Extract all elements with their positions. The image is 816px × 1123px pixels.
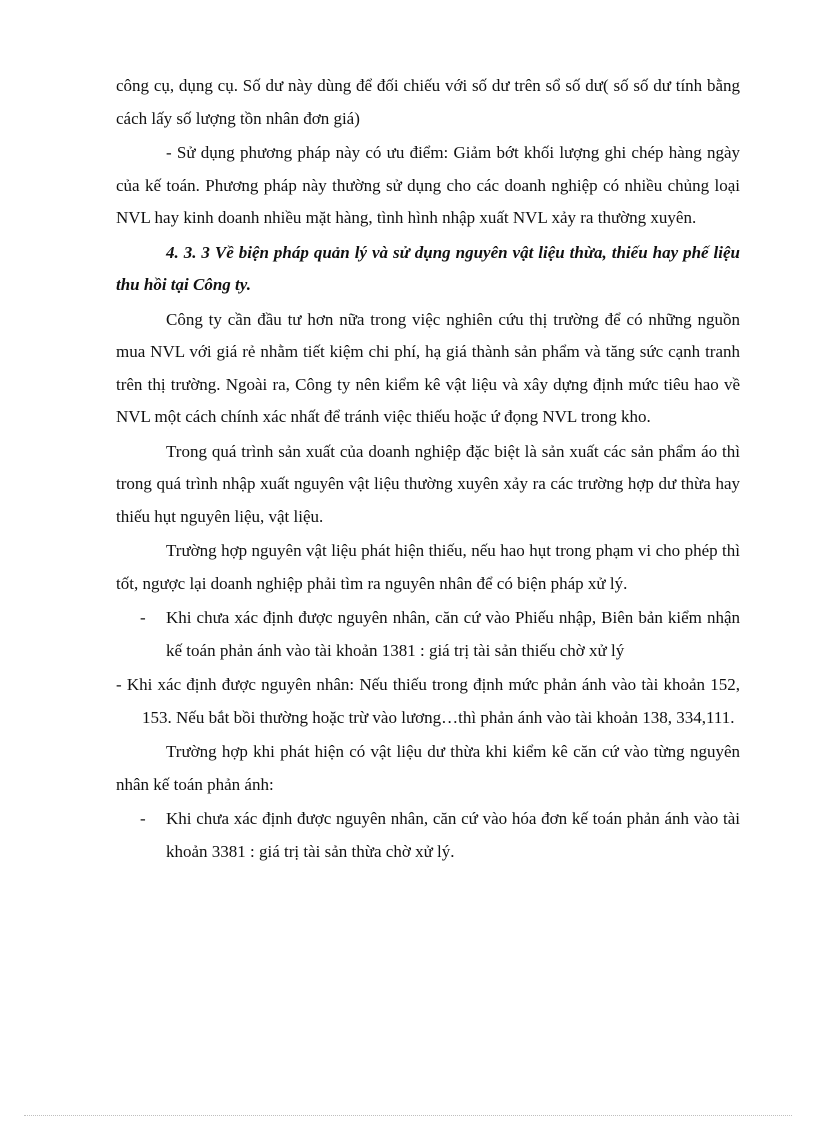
dash-marker: - bbox=[140, 809, 146, 828]
paragraph-shortage: Trường hợp nguyên vật liệu phát hiện thiếu, nếu hao hụt trong phạm vi cho phép thì tốt, ngược lại doanh nghiệp phải tìm ra nguyên nhân để có biện pháp xử lý. bbox=[116, 541, 740, 593]
list-item-shortage-unknown bbox=[116, 602, 740, 667]
paragraph-production: Trong quá trình sản xuất của doanh nghiệp đặc biệt là sản xuất các sản phẩm áo thì trong quá trình nhập xuất nguyên vật liệu thường xuyên xảy ra các trường hợp dư thừa hay thiếu hụt nguyên liệu, vật liệu. bbox=[116, 441, 740, 526]
paragraph-advantages: - Sử dụng phương pháp này có ưu điểm: Giảm bớt khối lượng ghi chép hàng ngày của kế toán. Phương pháp này thường sử dụng cho các doanh nghiệp có nhiều chủng loại NVL hay kinh doanh nhiều mặt hàng, tình hình nhập xuất NVL xảy ra thường xuyên. bbox=[116, 143, 740, 227]
list-item-text: Khi chưa xác định được nguyên nhân, căn cứ vào hóa đơn kế toán phản ánh vào tài khoản 3381 : giá trị tài sản thừa chờ xử lý. bbox=[166, 809, 740, 861]
paragraph-continuation: công cụ, dụng cụ. Số dư này dùng để đối chiếu với số dư trên sổ số dư( số số dư tính bằng cách lấy số lượng tồn nhân đơn giá) bbox=[116, 76, 740, 128]
paragraph-surplus: Trường hợp khi phát hiện có vật liệu dư thừa khi kiểm kê căn cứ vào từng nguyên nhân kế toán phản ánh: bbox=[116, 742, 740, 794]
paragraph-investment: Công ty cần đầu tư hơn nữa trong việc nghiên cứu thị trường để có những nguồn mua NVL với giá rẻ nhằm tiết kiệm chi phí, hạ giá thành sản phẩm và tăng sức cạnh tranh trên thị trường. Ngoài ra, Công ty nên kiểm kê vật liệu và xây dựng định mức tiêu hao về NVL một cách chính xác nhất để tránh việc thiếu hoặc ứ đọng NVL trong kho. bbox=[116, 309, 740, 426]
dash-marker: - bbox=[140, 608, 146, 627]
list-item-text: Khi chưa xác định được nguyên nhân, căn cứ vào Phiếu nhập, Biên bản kiểm nhận kế toán phản ánh vào tài khoản 1381 : giá trị tài sản thiếu chờ xử lý bbox=[166, 608, 740, 660]
list-item-surplus-unknown bbox=[116, 803, 740, 868]
section-heading: 4. 3. 3 Về biện pháp quản lý và sử dụng nguyên vật liệu thừa, thiếu hay phế liệu thu hồi tại Công ty. bbox=[116, 242, 740, 294]
page-bottom-divider bbox=[24, 1115, 792, 1116]
list-item-shortage-known: - Khi xác định được nguyên nhân: Nếu thiếu trong định mức phản ánh vào tài khoản 152, 153. Nếu bắt bồi thường hoặc trừ vào lương…thì phản ánh vào tài khoản 138, 334,111. bbox=[116, 675, 740, 727]
document-body bbox=[116, 70, 740, 870]
